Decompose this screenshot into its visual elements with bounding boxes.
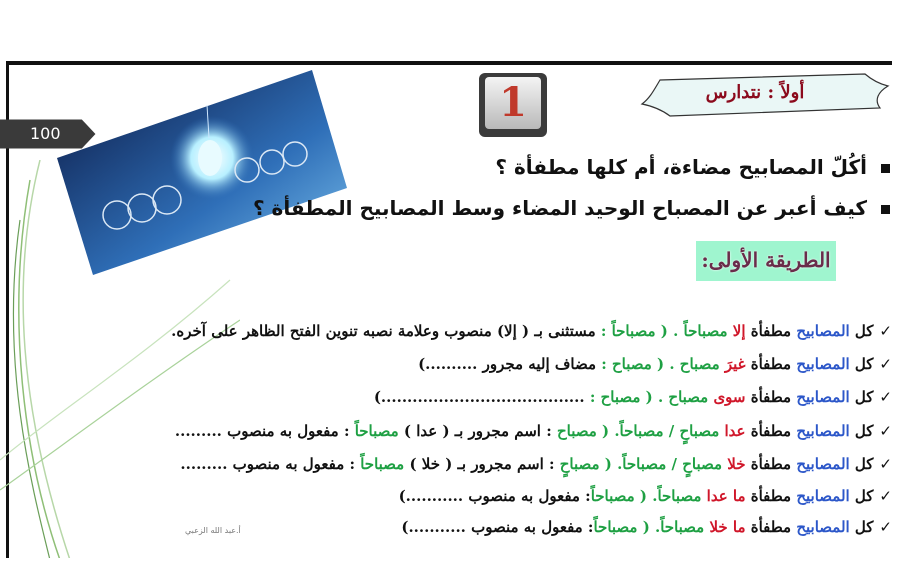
check-icon: ✓ (879, 322, 892, 340)
bottom-strip (0, 558, 900, 585)
sentence-6: ✓كل المصابيح مطفأة ما عدا مصباحاً. ( مصباحاً: مفعول به منصوب ...........) (398, 487, 892, 505)
method-label: الطريقة الأولى: (701, 248, 831, 272)
square-bullet-icon (881, 164, 890, 173)
check-icon: ✓ (879, 422, 892, 440)
square-bullet-icon (881, 205, 890, 214)
light-bulbs-image (57, 70, 347, 275)
sentence-7: ✓كل المصابيح مطفأة ما خلا مصباحاً. ( مصباحاً: مفعول به منصوب ...........) (401, 518, 892, 536)
sentence-1: ✓كل المصابيح مطفأة إلا مصباحاً . ( مصباحاً : مستثنى بـ ( إلا) منصوب وعلامة نصبه تنوين الفتح الظاهر على آخره. (171, 322, 892, 340)
check-icon: ✓ (879, 518, 892, 536)
page-number: 100 (30, 124, 61, 143)
section-title: أولاً : نتدارس (705, 82, 805, 103)
sentence-3: ✓كل المصابيح مطفأة سوى مصباح . ( مصباح : .......................................) (373, 388, 892, 406)
badge-number: 1 (499, 79, 527, 126)
top-border (6, 61, 892, 65)
sentence-2: ✓كل المصابيح مطفأة غيرَ مصباح . ( مصباح : مضاف إليه مجرور ..........) (418, 355, 892, 373)
check-icon: ✓ (879, 355, 892, 373)
question-2: كيف أعبر عن المصباح الوحيد المضاء وسط المصابيح المطفأة ؟ (253, 196, 890, 220)
check-icon: ✓ (879, 455, 892, 473)
question-1: أكُلّ المصابيح مضاءة، أم كلها مطفأة ؟ (495, 155, 890, 179)
author-credit: أ.عبد الله الزعبي (185, 526, 241, 535)
sentence-4: ✓كل المصابيح مطفأة عدا مصباحٍ / مصباحاً. ( مصباح : اسم مجرور بـ ( عدا ) مصباحاً : مفعول به منصوب ......... (174, 422, 892, 440)
sentence-5: ✓كل المصابيح مطفأة خلا مصباحٍ / مصباحاً. ( مصباحٍ : اسم مجرور بـ ( خلا ) مصباحاً : مفعول به منصوب ......... (180, 455, 892, 473)
check-icon: ✓ (879, 487, 892, 505)
check-icon: ✓ (879, 388, 892, 406)
